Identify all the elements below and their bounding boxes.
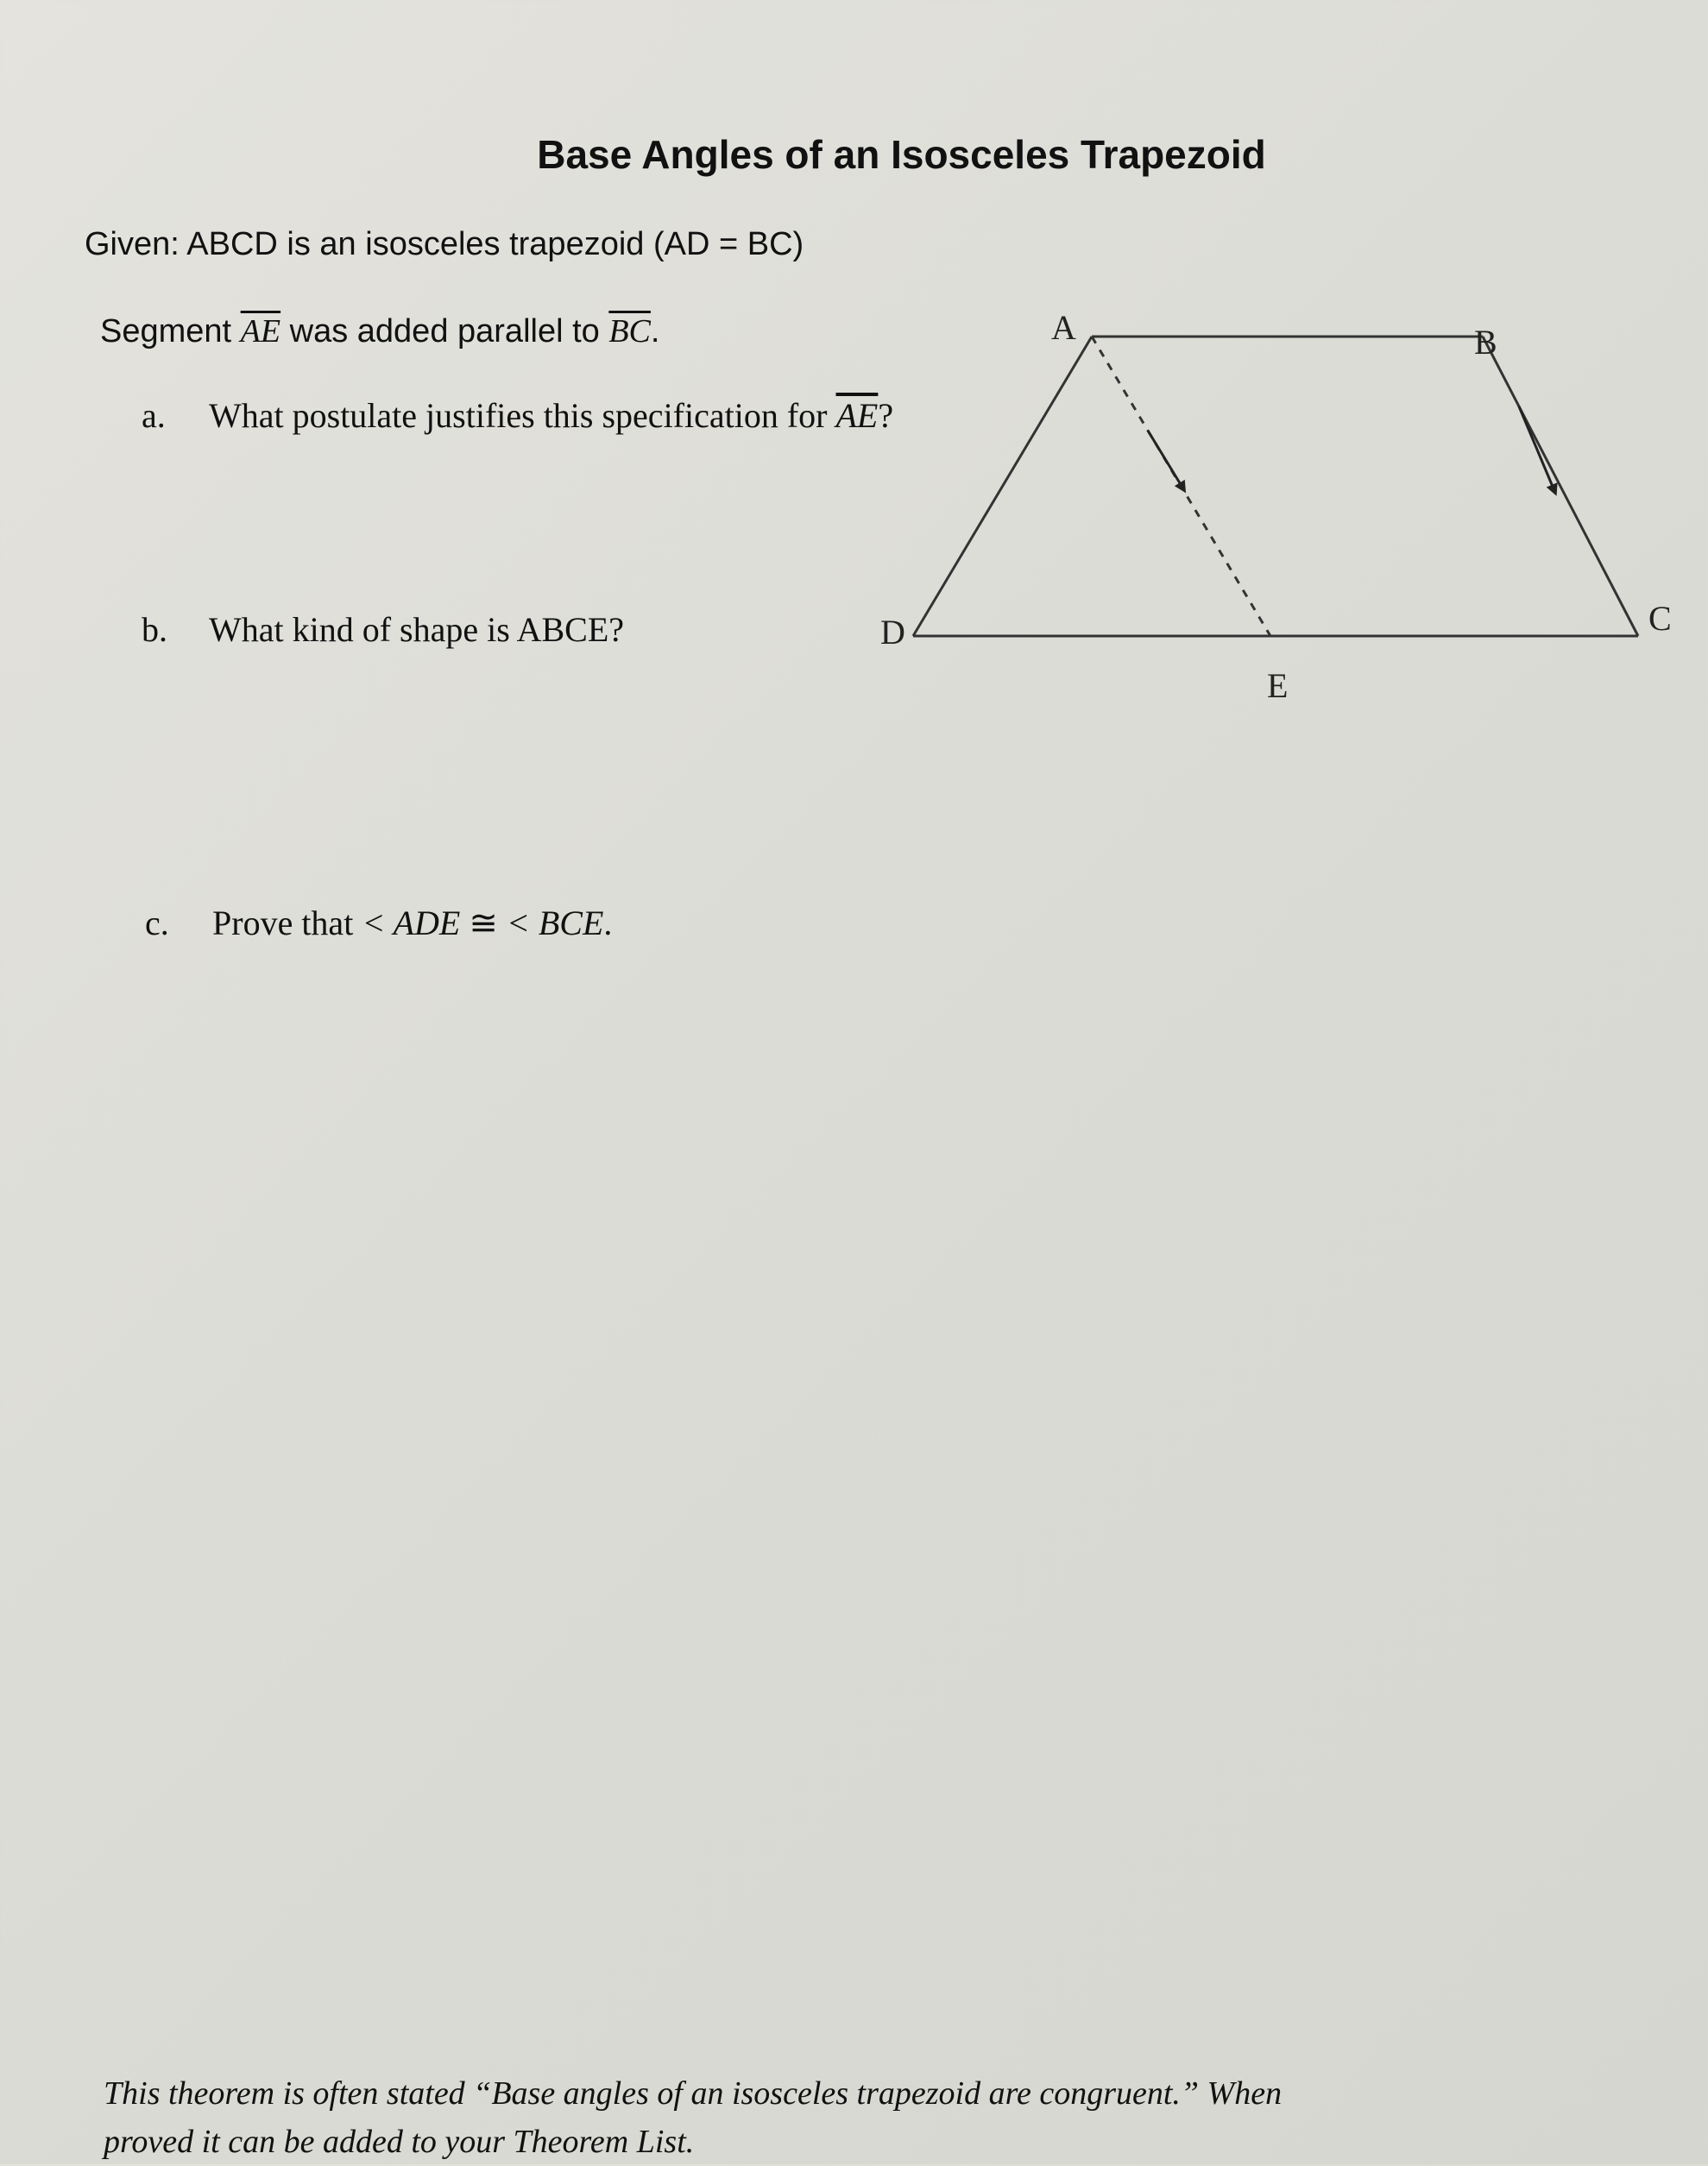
question-c-angle2: < BCE: [506, 904, 604, 942]
label-d: D: [880, 613, 905, 652]
label-a: A: [1051, 308, 1076, 347]
side-ad: [913, 337, 1092, 636]
question-b-text: What kind of shape is ABCE?: [209, 610, 625, 649]
question-c-angle1: < ADE: [362, 904, 461, 942]
label-c: C: [1648, 599, 1672, 638]
segment-bc: $\overline{BC}$: [608, 313, 651, 349]
theorem-note-line2: proved it can be added to your Theorem List.: [104, 2124, 695, 2160]
page-title: Base Angles of an Isosceles Trapezoid: [537, 132, 1266, 177]
question-b-label: b.: [142, 610, 167, 649]
parallel-arrow-ae: [1148, 431, 1184, 490]
label-e: E: [1267, 666, 1289, 705]
question-c-end: .: [603, 904, 613, 942]
segment-middle: was added parallel to: [280, 313, 609, 349]
question-a-end: ?: [878, 396, 894, 435]
question-c-text: Prove that: [212, 904, 362, 942]
question-a-label: a.: [142, 396, 166, 435]
label-b: B: [1474, 323, 1497, 362]
question-a-text: What postulate justifies this specification for: [209, 396, 836, 435]
segment-ae: $\overline{AE}$: [240, 313, 281, 349]
question-c-cong: ≅: [460, 904, 507, 942]
given-statement: Given: ABCD is an isosceles trapezoid (AD = BC): [85, 226, 804, 262]
parallel-arrow-bc: [1519, 406, 1555, 493]
theorem-note-line1: This theorem is often stated “Base angles of an isosceles trapezoid are congruent.” When: [104, 2075, 1283, 2112]
question-c-label: c.: [145, 904, 169, 942]
segment-prefix: Segment: [100, 313, 241, 349]
question-a-segment: $\overline{AE}$: [835, 396, 879, 435]
segment-suffix: .: [650, 313, 660, 349]
side-bc: [1483, 337, 1638, 636]
theorem-note: [104, 2069, 1484, 2166]
